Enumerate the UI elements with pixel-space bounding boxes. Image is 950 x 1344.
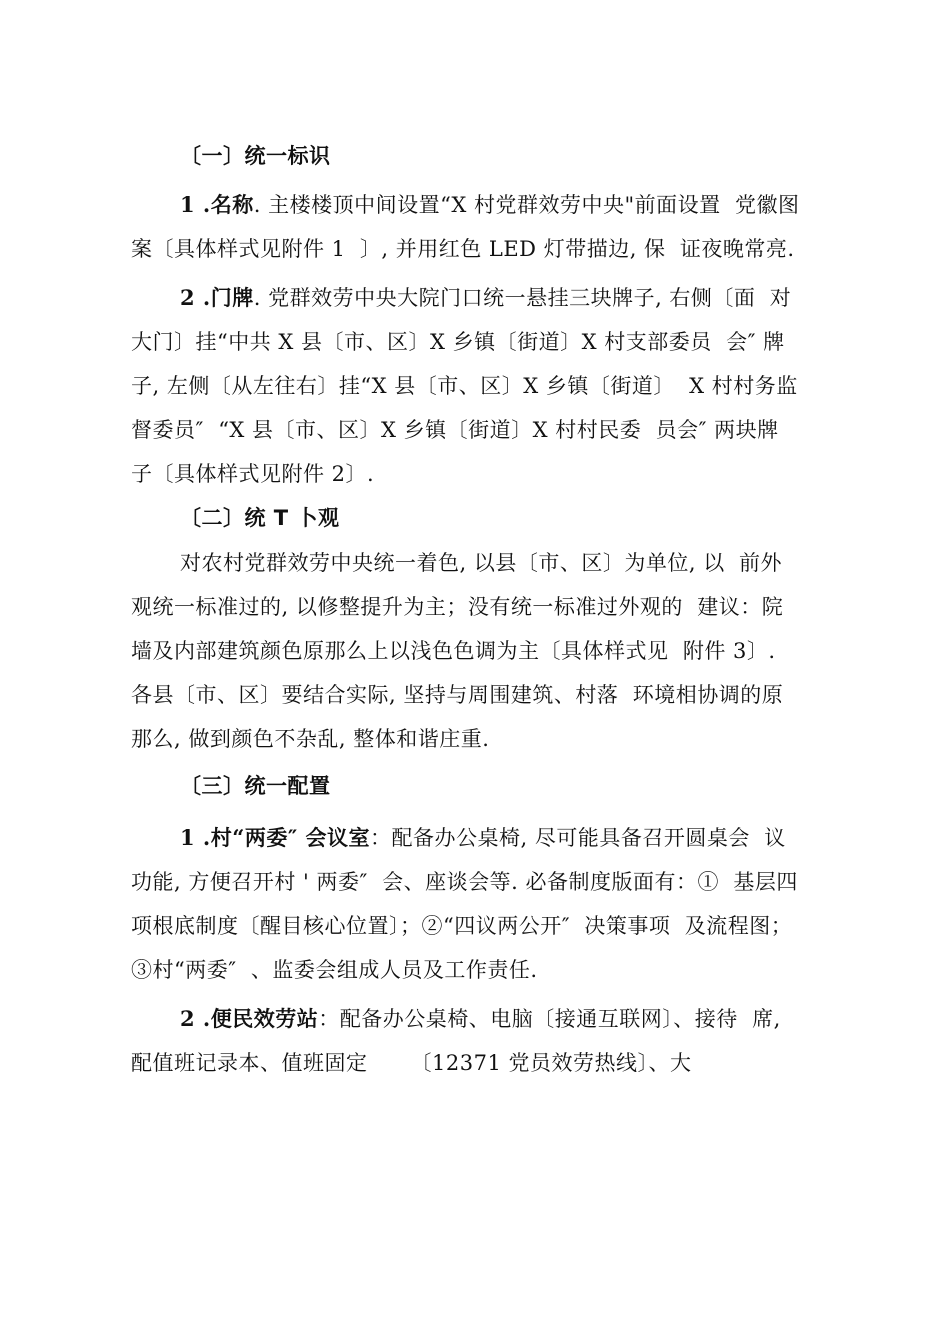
item-label-service-station: 2 .便民效劳站 [180, 1006, 319, 1031]
paragraph-text: . 党群效劳中央大院门口统一悬挂三块牌子, 右侧〔面 对 [253, 286, 792, 310]
paragraph-4-line-2: 功能, 方便召开村 ' 两委″ 会、座谈会等. 必备制度版面有：① 基层四 [131, 870, 798, 894]
paragraph-3-line-1: 对农村党群效劳中央统一着色, 以县〔市、区〕为单位, 以 前外 [180, 551, 783, 575]
paragraph-2-line-3: 子, 左侧〔从左往右〕挂“X 县〔市、区〕X 乡镇〔街道〕 X 村村务监 [131, 374, 798, 398]
paragraph-3-line-3: 墙及内部建筑颜色原那么上以浅色色调为主〔具体样式见 附件 3〕. [131, 639, 776, 663]
item-label-name: 1 .名称 [180, 192, 254, 217]
paragraph-3-line-5: 那么, 做到颜色不杂乱, 整体和谐庄重. [131, 727, 490, 751]
section-heading-1: 〔一〕统一标识 [180, 144, 331, 168]
section-heading-2: 〔二〕统 T 卜观 [180, 506, 340, 530]
paragraph-4-line-4: ③村“两委″ 、监委会组成人员及工作责任. [131, 958, 538, 982]
paragraph-5-line-1 [180, 1004, 781, 1034]
paragraph-2-line-4: 督委员″ “X 县〔市、区〕X 乡镇〔街道〕X 村村民委 员会″ 两块牌 [131, 418, 779, 442]
paragraph-text: ：配备办公桌椅、电脑〔接通互联网〕、接待 席, [318, 1007, 781, 1031]
paragraph-1-line-2: 案〔具体样式见附件 1 〕, 并用红色 LED 灯带描边, 保 证夜晚常亮. [131, 237, 795, 261]
item-label-meeting-room: 1 .村“两委″ 会议室 [180, 825, 371, 850]
paragraph-1-line-1 [180, 190, 799, 220]
section-heading-3: 〔三〕统一配置 [180, 774, 331, 798]
paragraph-2-line-2: 大门〕挂“中共 X 县〔市、区〕X 乡镇〔街道〕X 村支部委员 会″ 牌 [131, 330, 785, 354]
paragraph-5-line-2: 配值班记录本、值班固定 〔12371 党员效劳热线〕、大 [131, 1051, 692, 1075]
paragraph-3-line-4: 各县〔市、区〕要结合实际, 坚持与周围建筑、村落 环境相协调的原 [131, 683, 784, 707]
paragraph-4-line-1 [180, 823, 786, 853]
paragraph-text: ：配备办公桌椅, 尽可能具备召开圆桌会 议 [370, 826, 786, 850]
paragraph-3-line-2: 观统一标准过的, 以修整提升为主；没有统一标准过外观的 建议：院 [131, 595, 784, 619]
paragraph-2-line-1 [180, 283, 791, 313]
paragraph-4-line-3: 项根底制度〔醒目核心位置〕；②“四议两公开″ 决策事项 及流程图； [131, 914, 793, 938]
paragraph-text: . 主楼楼顶中间设置“X 村党群效劳中央"前面设置 党徽图 [253, 193, 800, 217]
paragraph-2-line-5: 子〔具体样式见附件 2〕. [131, 462, 375, 486]
item-label-doorplate: 2 .门牌 [180, 285, 254, 310]
